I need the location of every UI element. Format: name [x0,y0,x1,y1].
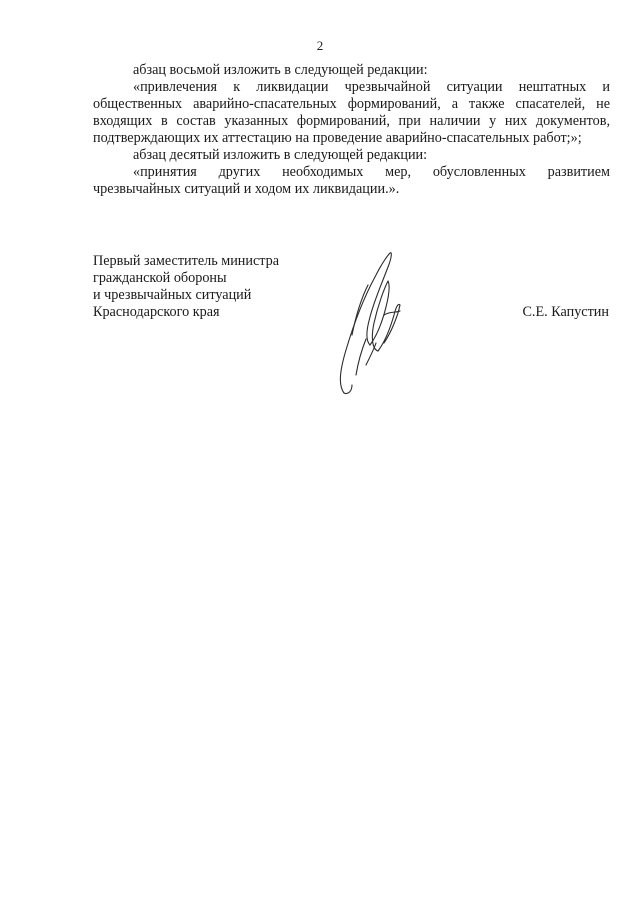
handwritten-signature [326,245,426,405]
page-number: 2 [316,38,324,53]
position-line-4: Краснодарского края [93,304,220,320]
paragraph-amendment-10-text: «принятия других необходимых мер, обусловленных развитием чрезвычайных ситуаций и ходом их ликвидации.». [93,164,610,197]
signer-name: С.Е. Капустин [522,304,609,320]
paragraph-amendment-8-text: «привлечения к ликвидации чрезвычайной ситуации нештатных и общественных аварийно-спасательных формирований, а также спасателей, не входящих в состав указанных формирований, при наличии у них документов, подтверждающих их аттестацию на проведение аварийно-спасательных работ;»; [93,79,610,146]
document-body [93,62,610,198]
paragraph-amendment-10-intro: абзац десятый изложить в следующей редакции: [133,147,428,163]
position-line-1: Первый заместитель министра [93,253,280,269]
position-line-3: и чрезвычайных ситуаций [93,287,252,303]
position-line-2: гражданской обороны [93,270,227,286]
paragraph-amendment-8-intro: абзац восьмой изложить в следующей редакции: [133,62,428,78]
